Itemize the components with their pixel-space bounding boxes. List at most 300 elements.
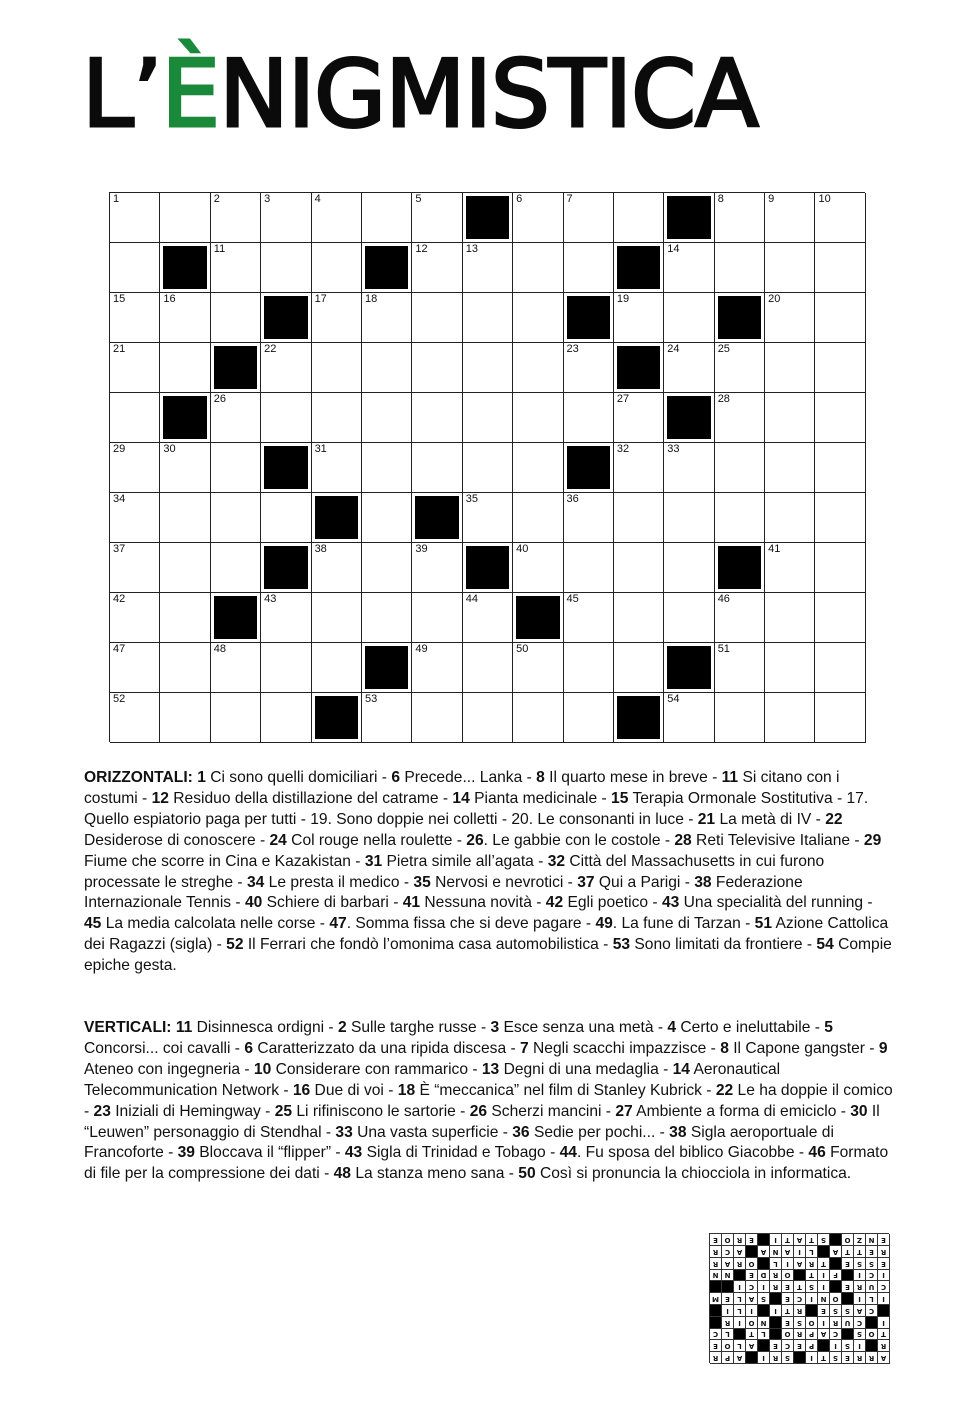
cell-number: 52 [113,693,126,705]
grid-cell[interactable] [160,443,210,493]
clue-number: 45 [84,915,102,933]
solution-cell: E [817,1304,829,1316]
grid-cell[interactable] [715,343,765,393]
solution-cell: E [781,1316,793,1328]
grid-cell[interactable] [362,393,412,443]
solution-cell: A [757,1245,769,1257]
grid-cell[interactable] [765,393,815,443]
clue-text: Il quarto mese in breve - [544,769,722,786]
grid-cell[interactable] [715,593,765,643]
solution-cell: S [841,1339,853,1351]
grid-cell[interactable] [513,343,563,393]
black-cell [715,293,765,343]
solution-cell: A [733,1245,745,1257]
solution-cell: I [769,1233,781,1245]
clue-text: Desiderose di conoscere - [84,831,270,849]
grid-cell[interactable] [513,193,563,243]
grid-cell[interactable] [362,293,412,343]
solution-cell: T [805,1269,817,1281]
grid-cell[interactable] [110,243,160,293]
solution-cell: I [817,1280,829,1292]
grid-cell[interactable] [564,543,614,593]
black-cell [564,443,614,493]
grid-cell[interactable] [110,593,160,643]
grid-cell[interactable] [715,693,765,743]
cell-number: 39 [415,543,428,555]
grid-cell[interactable] [513,243,563,293]
solution-cell: C [781,1339,793,1351]
grid-cell[interactable] [715,393,765,443]
clue-text: La metà di IV - [715,810,826,828]
grid-cell[interactable] [564,393,614,443]
cell-number: 42 [113,593,126,605]
clue-number: 18 [397,1081,416,1099]
grid-cell[interactable] [312,343,362,393]
solution-cell: T [781,1304,793,1316]
grid-cell[interactable] [815,443,865,493]
clue-text: La stanza meno sana - [350,1165,519,1183]
clue-text: Considerare con rammarico - [271,1060,482,1078]
solution-cell: E [841,1257,853,1269]
solution-cell: D [757,1269,769,1281]
solution-cell: A [829,1245,841,1257]
solution-cell: T [817,1257,829,1269]
grid-cell[interactable] [261,193,311,243]
clues-down [84,1018,894,1185]
grid-cell[interactable] [815,643,865,693]
grid-cell[interactable] [564,243,614,293]
grid-cell[interactable] [664,293,714,343]
clue-text: . Le gabbie con le costole - [483,831,675,849]
clue-number: 40 [244,894,263,912]
clue-number: 27 [615,1102,633,1120]
grid-cell[interactable] [765,543,815,593]
clue-text: Esce senza una metà - [499,1019,668,1036]
black-cell [463,193,513,243]
clue-text: Negli scacchi impazzisce - [528,1039,721,1057]
grid-cell[interactable] [815,243,865,293]
grid-cell[interactable] [110,643,160,693]
logo-accent-letter: È [161,40,220,148]
solution-cell: L [757,1328,769,1340]
grid-cell[interactable] [664,693,714,743]
solution-cell: E [745,1269,757,1281]
black-cell [664,643,714,693]
grid-cell[interactable] [513,493,563,543]
solution-cell: O [721,1339,733,1351]
grid-cell[interactable] [412,293,462,343]
solution-cell: L [733,1292,745,1304]
clue-text: Concorsi... coi cavalli - [84,1039,245,1057]
grid-cell[interactable] [312,643,362,693]
grid-cell[interactable] [412,243,462,293]
black-cell [211,593,261,643]
cell-number: 1 [113,193,120,205]
logo-part-1: L’ [82,40,162,148]
grid-cell[interactable] [362,343,412,393]
grid-cell[interactable] [614,443,664,493]
grid-cell[interactable] [715,243,765,293]
grid-cell[interactable] [412,643,462,693]
grid-cell[interactable] [664,543,714,593]
grid-cell[interactable] [261,243,311,293]
clue-number: 22 [825,810,843,828]
clue-text: Le presta il medico - [264,873,414,891]
grid-cell[interactable] [160,193,210,243]
cell-number: 38 [314,543,327,555]
clues-across [84,768,894,977]
grid-cell[interactable] [211,643,261,693]
grid-cell[interactable] [614,593,664,643]
solution-black-cell [757,1304,769,1316]
solution-cell: R [805,1257,817,1269]
grid-cell[interactable] [765,593,815,643]
grid-cell[interactable] [412,193,462,243]
grid-cell[interactable] [564,643,614,693]
grid-cell[interactable] [261,393,311,443]
grid-cell[interactable] [614,293,664,343]
grid-cell[interactable] [261,593,311,643]
clue-text: Residuo della distillazione del catrame - [168,789,453,807]
clue-number: 32 [547,852,566,870]
grid-cell[interactable] [261,643,311,693]
grid-cell[interactable] [815,193,865,243]
clue-text: Precede... Lanka - [400,769,537,786]
logo-part-2: NIGMISTICA [219,40,758,148]
grid-cell[interactable] [513,693,563,743]
grid-cell[interactable] [564,343,614,393]
clues-heading: VERTICALI: [84,1019,172,1036]
grid-cell[interactable] [160,543,210,593]
solution-black-cell [841,1292,853,1304]
cell-number: 28 [717,393,730,405]
grid-cell[interactable] [211,393,261,443]
solution-cell: E [721,1292,733,1304]
clue-number: 38 [694,873,712,891]
grid-cell[interactable] [261,493,311,543]
black-cell [160,243,210,293]
grid-cell[interactable] [110,443,160,493]
grid-cell[interactable] [312,593,362,643]
grid-cell[interactable] [110,293,160,343]
clue-number: 31 [364,852,383,870]
clue-text: Sigla di Trinidad e Tobago - [362,1144,560,1162]
grid-cell[interactable] [211,693,261,743]
solution-cell: I [805,1351,817,1363]
grid-cell[interactable] [513,643,563,693]
solution-cell: N [757,1316,769,1328]
clue-number: 43 [661,894,680,912]
grid-cell[interactable] [463,393,513,443]
grid-cell[interactable] [614,543,664,593]
grid-cell[interactable] [765,243,815,293]
clue-number: 6 [244,1039,254,1057]
solution-cell: S [793,1316,805,1328]
grid-cell[interactable] [564,493,614,543]
grid-cell[interactable] [412,693,462,743]
solution-cell: T [745,1328,757,1340]
solution-cell: T [805,1233,817,1245]
grid-cell[interactable] [160,643,210,693]
grid-cell[interactable] [564,593,614,643]
clue-number: 23 [93,1102,111,1120]
grid-cell[interactable] [211,493,261,543]
grid-cell[interactable] [211,193,261,243]
solution-cell: R [793,1328,805,1340]
solution-cell: O [841,1233,853,1245]
clue-text: Federazione Internazionale Tennis - [84,873,803,912]
clue-number: 42 [545,894,564,912]
solution-cell: A [745,1339,757,1351]
clue-number: 26 [469,1102,488,1120]
solution-cell: E [877,1233,889,1245]
clue-number: 52 [226,936,244,954]
clue-number: 47 [329,915,347,933]
grid-cell[interactable] [664,343,714,393]
cell-number: 51 [717,643,730,655]
clue-text: Nervosi e nevrotici - [430,873,578,891]
grid-cell[interactable] [463,693,513,743]
grid-cell[interactable] [160,343,210,393]
grid-cell[interactable] [211,543,261,593]
solution-black-cell [865,1339,877,1351]
solution-cell: R [865,1351,877,1363]
grid-cell[interactable] [412,393,462,443]
solution-cell: E [781,1280,793,1292]
solution-cell: L [721,1328,733,1340]
grid-cell[interactable] [614,393,664,443]
solution-cell: T [841,1245,853,1257]
grid-cell[interactable] [765,343,815,393]
grid-cell[interactable] [110,543,160,593]
clue-number: 4 [667,1019,677,1036]
grid-cell[interactable] [664,243,714,293]
cell-number: 12 [415,243,428,255]
solution-cell: C [877,1280,889,1292]
black-cell [412,493,462,543]
solution-cell: R [853,1351,865,1363]
clue-text: Due di voi - [310,1081,398,1099]
grid-cell[interactable] [110,493,160,543]
black-cell [261,543,311,593]
grid-cell[interactable] [362,543,412,593]
solution-cell: A [781,1245,793,1257]
cell-number: 37 [113,543,126,555]
grid-cell[interactable] [160,693,210,743]
grid-cell[interactable] [513,443,563,493]
grid-cell[interactable] [312,443,362,493]
grid-cell[interactable] [614,193,664,243]
cell-number: 15 [113,293,126,305]
solution-cell: S [805,1280,817,1292]
cell-number: 4 [314,193,321,205]
grid-cell[interactable] [312,293,362,343]
grid-cell[interactable] [715,493,765,543]
solution-cell: R [733,1257,745,1269]
grid-cell[interactable] [815,693,865,743]
black-cell [312,493,362,543]
grid-cell[interactable] [261,343,311,393]
grid-cell[interactable] [312,243,362,293]
grid-cell[interactable] [412,443,462,493]
solution-cell: O [865,1328,877,1340]
solution-cell: L [733,1339,745,1351]
clue-text: Una vasta superficie - [352,1123,513,1141]
solution-cell: S [841,1304,853,1316]
grid-cell[interactable] [715,193,765,243]
clue-number: 6 [391,769,401,786]
solution-cell: E [781,1292,793,1304]
clue-number: 48 [333,1165,351,1183]
grid-cell[interactable] [362,443,412,493]
grid-cell[interactable] [664,493,714,543]
clue-text: Scherzi mancini - [487,1102,616,1120]
grid-cell[interactable] [211,243,261,293]
clue-number: 14 [452,789,470,807]
solution-cell: N [709,1269,721,1281]
clue-number: 50 [518,1165,536,1183]
grid-cell[interactable] [664,443,714,493]
grid-cell[interactable] [815,593,865,643]
grid-cell[interactable] [160,293,210,343]
black-cell [312,693,362,743]
solution-cell: I [829,1339,841,1351]
magazine-logo [82,40,758,148]
clue-number: 35 [413,873,431,891]
grid-cell[interactable] [463,243,513,293]
solution-cell: O [781,1269,793,1281]
solution-cell: E [769,1339,781,1351]
solution-cell: U [841,1316,853,1328]
solution-cell: I [793,1245,805,1257]
solution-cell: S [853,1257,865,1269]
grid-cell[interactable] [211,443,261,493]
grid-cell[interactable] [463,443,513,493]
black-cell [664,393,714,443]
grid-cell[interactable] [160,593,210,643]
grid-cell[interactable] [463,643,513,693]
grid-cell[interactable] [261,693,311,743]
grid-cell[interactable] [412,543,462,593]
grid-cell[interactable] [110,193,160,243]
grid-cell[interactable] [463,343,513,393]
grid-cell[interactable] [765,193,815,243]
grid-cell[interactable] [110,393,160,443]
grid-cell[interactable] [765,643,815,693]
solution-black-cell [817,1245,829,1257]
clue-text: Aeronautical Telecommunication Network - [84,1060,781,1099]
grid-cell[interactable] [815,543,865,593]
solution-cell: E [709,1339,721,1351]
grid-cell[interactable] [362,493,412,543]
solution-black-cell [829,1280,841,1292]
solution-cell: C [745,1280,757,1292]
grid-cell[interactable] [513,293,563,343]
grid-cell[interactable] [765,293,815,343]
grid-cell[interactable] [614,493,664,543]
clue-text: Il “Leuwen” personaggio di Stendhal - [84,1102,880,1141]
grid-cell[interactable] [564,693,614,743]
grid-cell[interactable] [362,693,412,743]
clue-text: Iniziali di Hemingway - [110,1102,275,1120]
clues-heading: ORIZZONTALI: [84,769,193,786]
solution-cell: S [865,1257,877,1269]
grid-cell[interactable] [211,293,261,343]
clue-text: Sedie per pochi... - [529,1123,670,1141]
grid-cell[interactable] [815,343,865,393]
grid-cell[interactable] [715,443,765,493]
grid-cell[interactable] [815,493,865,543]
solution-cell: Z [853,1233,865,1245]
grid-cell[interactable] [362,593,412,643]
grid-cell[interactable] [412,593,462,643]
solution-cell: I [877,1292,889,1304]
clue-number: 21 [697,810,716,828]
grid-cell[interactable] [765,443,815,493]
grid-cell[interactable] [312,193,362,243]
solution-cell: L [865,1292,877,1304]
solution-cell: E [841,1351,853,1363]
grid-cell[interactable] [463,493,513,543]
solution-cell: U [865,1280,877,1292]
clue-text: Li rifiniscono le sartorie - [292,1102,470,1120]
cell-number: 33 [667,443,680,455]
grid-cell[interactable] [815,393,865,443]
grid-cell[interactable] [463,293,513,343]
clue-number: 1 [197,769,206,786]
grid-cell[interactable] [513,543,563,593]
solution-cell: A [853,1304,865,1316]
black-cell [211,343,261,393]
grid-cell[interactable] [412,343,462,393]
solution-cell: E [745,1233,757,1245]
grid-cell[interactable] [715,643,765,693]
clue-text: Disinnesca ordigni - [192,1019,338,1036]
solution-black-cell [745,1351,757,1363]
clue-text: Fiume che scorre in Cina e Kazakistan - [84,852,365,870]
grid-cell[interactable] [765,493,815,543]
cell-number: 50 [516,643,529,655]
grid-cell[interactable] [765,693,815,743]
solution-black-cell [817,1339,829,1351]
grid-cell[interactable] [110,693,160,743]
clue-number: 9 [878,1039,888,1057]
clue-number: 7 [519,1039,529,1057]
cell-number: 11 [213,243,226,255]
grid-cell[interactable] [564,193,614,243]
grid-cell[interactable] [664,593,714,643]
grid-cell[interactable] [362,193,412,243]
grid-cell[interactable] [815,293,865,343]
solution-cell: S [853,1328,865,1340]
solution-black-cell [829,1257,841,1269]
solution-black-cell [841,1269,853,1281]
grid-cell[interactable] [160,493,210,543]
solution-cell: E [877,1257,889,1269]
crossword-grid [109,192,865,742]
grid-cell[interactable] [312,393,362,443]
grid-cell[interactable] [463,593,513,643]
grid-cell[interactable] [110,343,160,393]
clue-text: Il Capone gangster - [728,1039,879,1057]
grid-cell[interactable] [614,643,664,693]
cell-number: 18 [364,293,378,305]
grid-cell[interactable] [312,543,362,593]
solution-cell: F [829,1269,841,1281]
grid-cell[interactable] [513,393,563,443]
solution-cell: I [781,1257,793,1269]
clue-number: 16 [292,1081,311,1099]
